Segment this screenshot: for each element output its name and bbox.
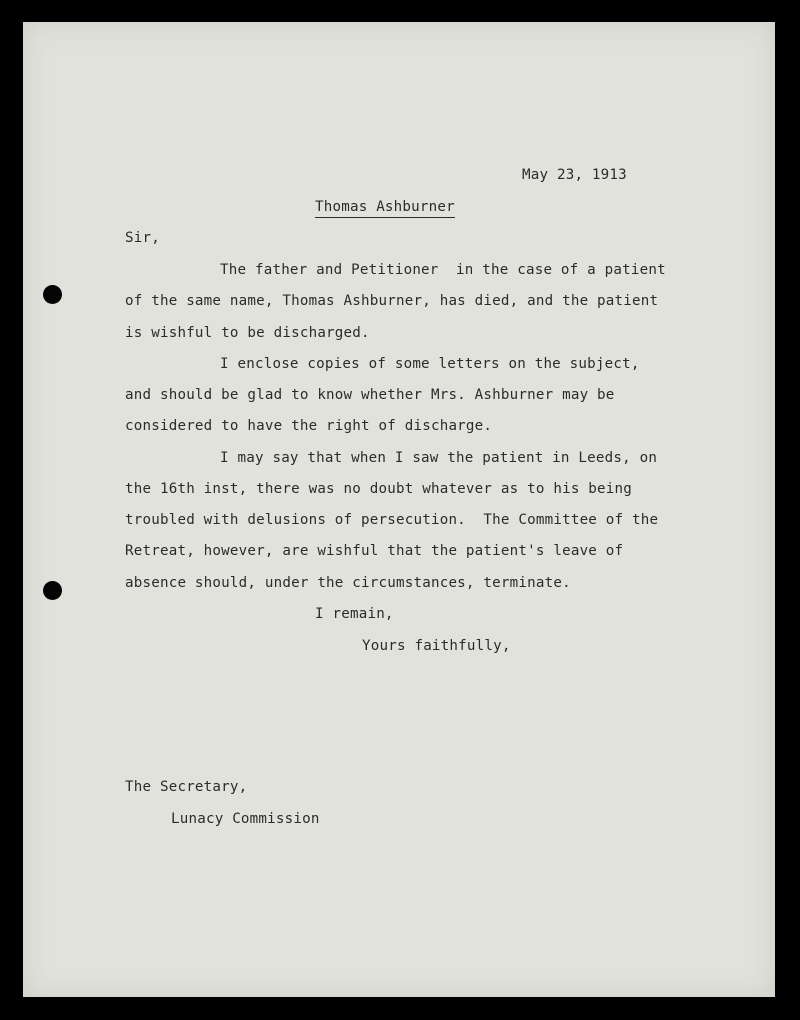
body-line: I may say that when I saw the patient in Leeds, on	[220, 450, 658, 466]
punch-hole-bottom	[43, 581, 62, 600]
letter-date: May 23, 1913	[522, 167, 627, 183]
body-line: troubled with delusions of persecution. The Committee of the	[125, 512, 659, 528]
body-line: and should be glad to know whether Mrs. Ashburner may be	[125, 387, 615, 403]
body-line: of the same name, Thomas Ashburner, has died, and the patient	[125, 293, 659, 309]
recipient-line: Lunacy Commission	[171, 811, 320, 827]
body-line: Retreat, however, are wishful that the patient's leave of	[125, 543, 624, 559]
punch-hole-top	[43, 285, 62, 304]
body-line: the 16th inst, there was no doubt whatever as to his being	[125, 481, 633, 497]
body-line: considered to have the right of discharge.	[125, 418, 493, 434]
body-line: is wishful to be discharged.	[125, 325, 370, 341]
recipient-line: The Secretary,	[125, 779, 248, 795]
closing-line: Yours faithfully,	[362, 638, 511, 654]
body-line: I enclose copies of some letters on the subject,	[220, 356, 640, 372]
closing-line: I remain,	[315, 606, 394, 622]
salutation: Sir,	[125, 230, 160, 246]
letter-sheet	[23, 22, 775, 997]
body-line: absence should, under the circumstances, terminate.	[125, 575, 571, 591]
letter-subject: Thomas Ashburner	[315, 198, 455, 218]
body-line: The father and Petitioner in the case of a patient	[220, 262, 666, 278]
